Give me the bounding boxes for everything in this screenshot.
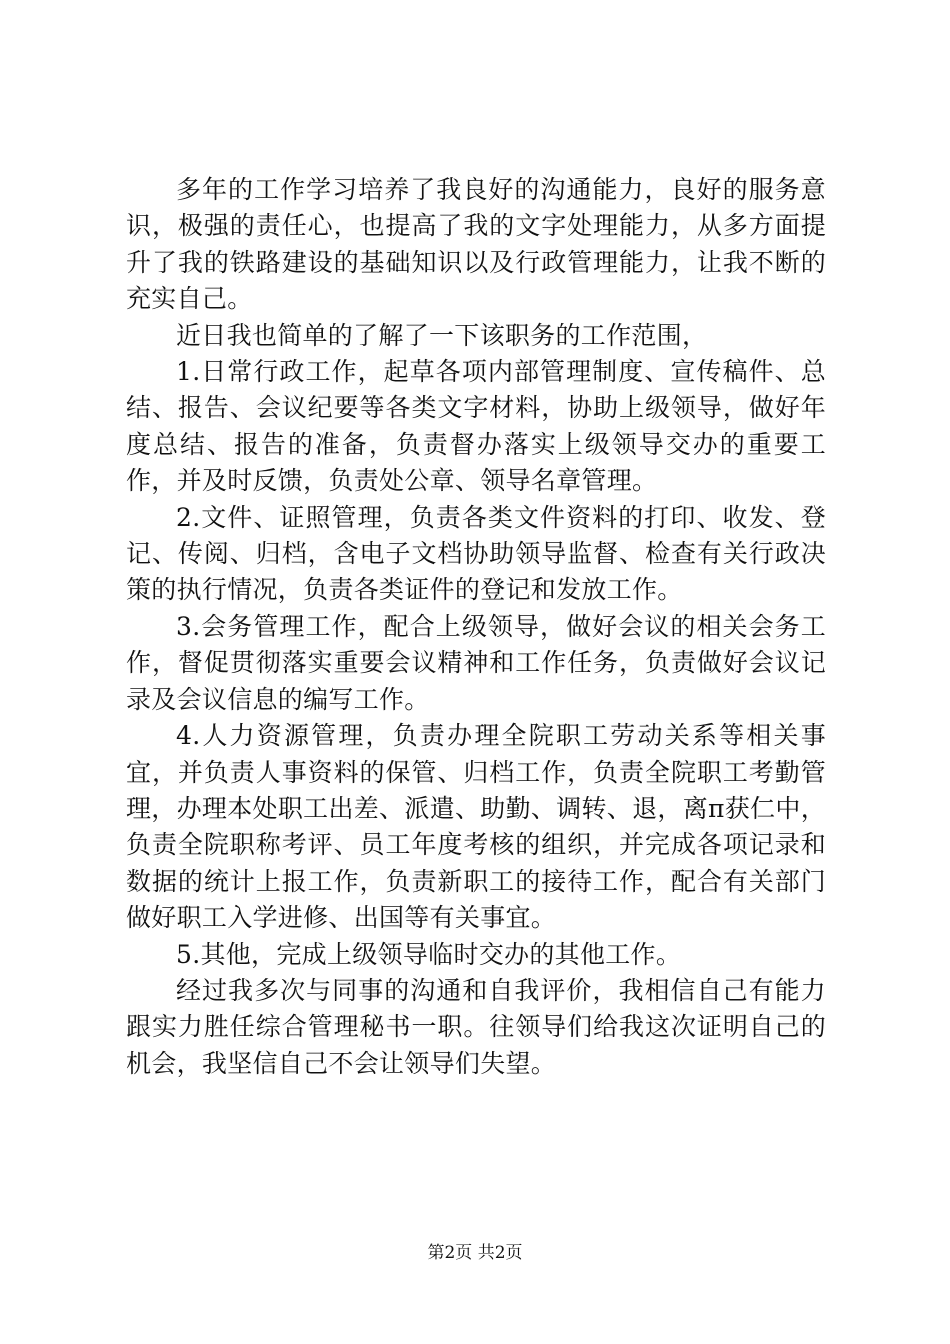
paragraph-item-3: 3.会务管理工作，配合上级领导，做好会议的相关会务工作，督促贯彻落实重要会议精神和工作任务，负责做好会议记录及会议信息的编写工作。 [126,611,826,714]
document-body [126,172,826,1082]
paragraph-conclusion: 经过我多次与同事的沟通和自我评价，我相信自己有能力跟实力胜任综合管理秘书一职。往领导们给我这次证明自己的机会，我坚信自己不会让领导们失望。 [126,975,826,1078]
paragraph-scope: 近日我也简单的了解了一下该职务的工作范围， [176,320,708,350]
paragraph-item-5: 5.其他，完成上级领导临时交办的其他工作。 [176,939,682,969]
paragraph-item-1: 1.日常行政工作，起草各项内部管理制度、宣传稿件、总结、报告、会议纪要等各类文字材料，协助上级领导，做好年度总结、报告的准备，负责督办落实上级领导交办的重要工作，并及时反馈，负责处公章、领导名章管理。 [126,357,826,496]
paragraph-item-4: 4.人力资源管理，负责办理全院职工劳动关系等相关事宜，并负责人事资料的保管、归档工作，负责全院职工考勤管理，办理本处职工出差、派遣、助勤、调转、退，离π获仁中，负责全院职称考评、员工年度考核的组织，并完成各项记录和数据的统计上报工作，负责新职工的接待工作，配合有关部门做好职工入学进修、出国等有关事宜。 [126,721,826,933]
paragraph-intro: 多年的工作学习培养了我良好的沟通能力，良好的服务意识，极强的责任心，也提高了我的文字处理能力，从多方面提升了我的铁路建设的基础知识以及行政管理能力，让我不断的充实自己。 [126,175,826,314]
page-footer: 第2页 共2页 [427,1243,523,1263]
paragraph-item-2: 2.文件、证照管理，负责各类文件资料的打印、收发、登记、传阅、归档，含电子文档协助领导监督、检查有关行政决策的执行情况，负责各类证件的登记和发放工作。 [126,502,826,605]
